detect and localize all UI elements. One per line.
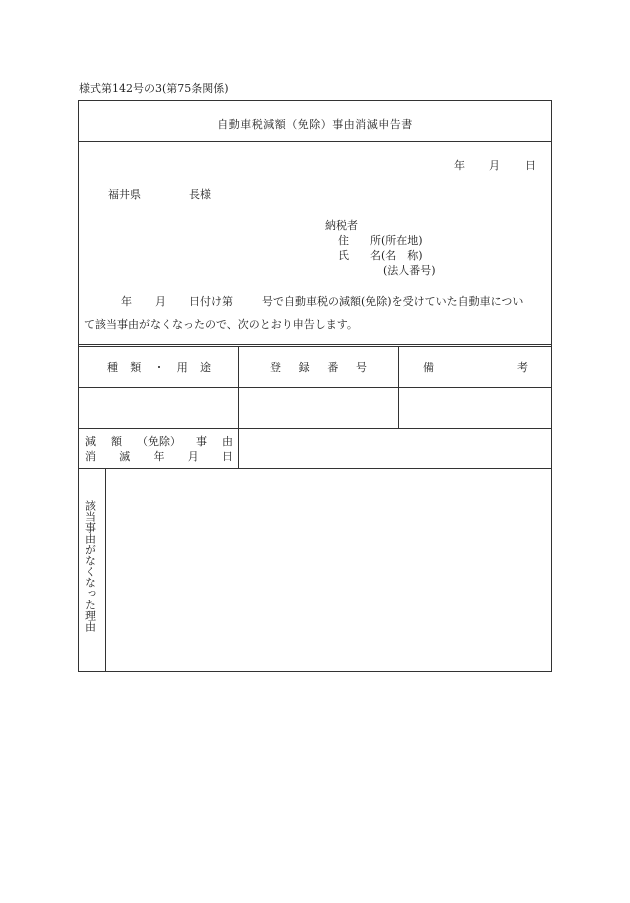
address-label-suffix: 所(所在地) [370, 234, 423, 247]
statement-line1-rest: 号で自動車税の減額(免除)を受けていた自動車につい [262, 295, 524, 308]
extinction-date-char: 月 [187, 450, 199, 463]
statement-month: 月 [155, 295, 166, 308]
reduction-reason-char: 減 [85, 435, 96, 448]
taxpayer-heading: 納税者 [325, 219, 358, 232]
header-type-usage [107, 362, 211, 373]
reduction-reason-value-cell[interactable] [239, 429, 551, 467]
registration-number-cell[interactable] [239, 388, 398, 427]
addressee-prefecture: 福井県 [108, 188, 141, 201]
header-type-usage-char: ・ [153, 361, 165, 374]
header-remarks [423, 362, 528, 373]
name-label: 氏 [338, 249, 349, 262]
title-divider [78, 141, 552, 142]
date-day-label: 日 [525, 159, 536, 172]
header-type-usage-char: 途 [200, 361, 211, 374]
reduction-reason-char: 事 [196, 435, 207, 448]
cessation-reason-label: 該当事由がなくなった理由 [83, 500, 97, 632]
remarks-cell[interactable] [399, 388, 551, 427]
address-label: 住 [338, 234, 349, 247]
extinction-date-label [85, 451, 233, 462]
header-type-usage-char: 用 [176, 361, 188, 374]
form-title: 自動車税減額（免除）事由消滅申告書 [217, 118, 413, 131]
date-year-label: 年 [454, 159, 465, 172]
name-label-suffix: 名(名 称) [370, 249, 423, 262]
statement-divider [78, 344, 552, 347]
header-type-usage-char: 種 [107, 361, 118, 374]
statement-year: 年 [121, 295, 132, 308]
statement-line2: て該当事由がなくなったので、次のとおり申告します。 [84, 318, 358, 331]
reduction-reason-label [85, 436, 233, 447]
extinction-date-char: 消 [85, 450, 96, 463]
reduction-reason-char: （免除） [137, 435, 181, 448]
form-number-label: 様式第142号の3(第75条関係) [79, 82, 229, 95]
date-month-label: 月 [489, 159, 500, 172]
header-remarks-char: 考 [517, 361, 528, 374]
header-registration-char: 号 [355, 361, 367, 374]
cessation-reason-cell[interactable] [106, 469, 551, 671]
addressee-suffix: 長様 [189, 188, 211, 201]
type-usage-cell[interactable] [79, 388, 238, 427]
header-registration-char: 録 [298, 361, 310, 374]
extinction-date-char: 年 [153, 450, 165, 463]
header-remarks-char: 備 [423, 361, 434, 374]
extinction-date-char: 日 [222, 450, 233, 463]
corporate-number-label: (法人番号) [383, 264, 436, 277]
reduction-reason-char: 由 [222, 435, 233, 448]
header-registration-char: 登 [270, 361, 281, 374]
header-registration-char: 番 [327, 361, 339, 374]
statement-dated: 日付け第 [189, 295, 233, 308]
reduction-reason-char: 額 [111, 435, 122, 448]
header-registration [270, 362, 367, 373]
extinction-date-char: 滅 [119, 450, 131, 463]
header-type-usage-char: 類 [130, 361, 142, 374]
